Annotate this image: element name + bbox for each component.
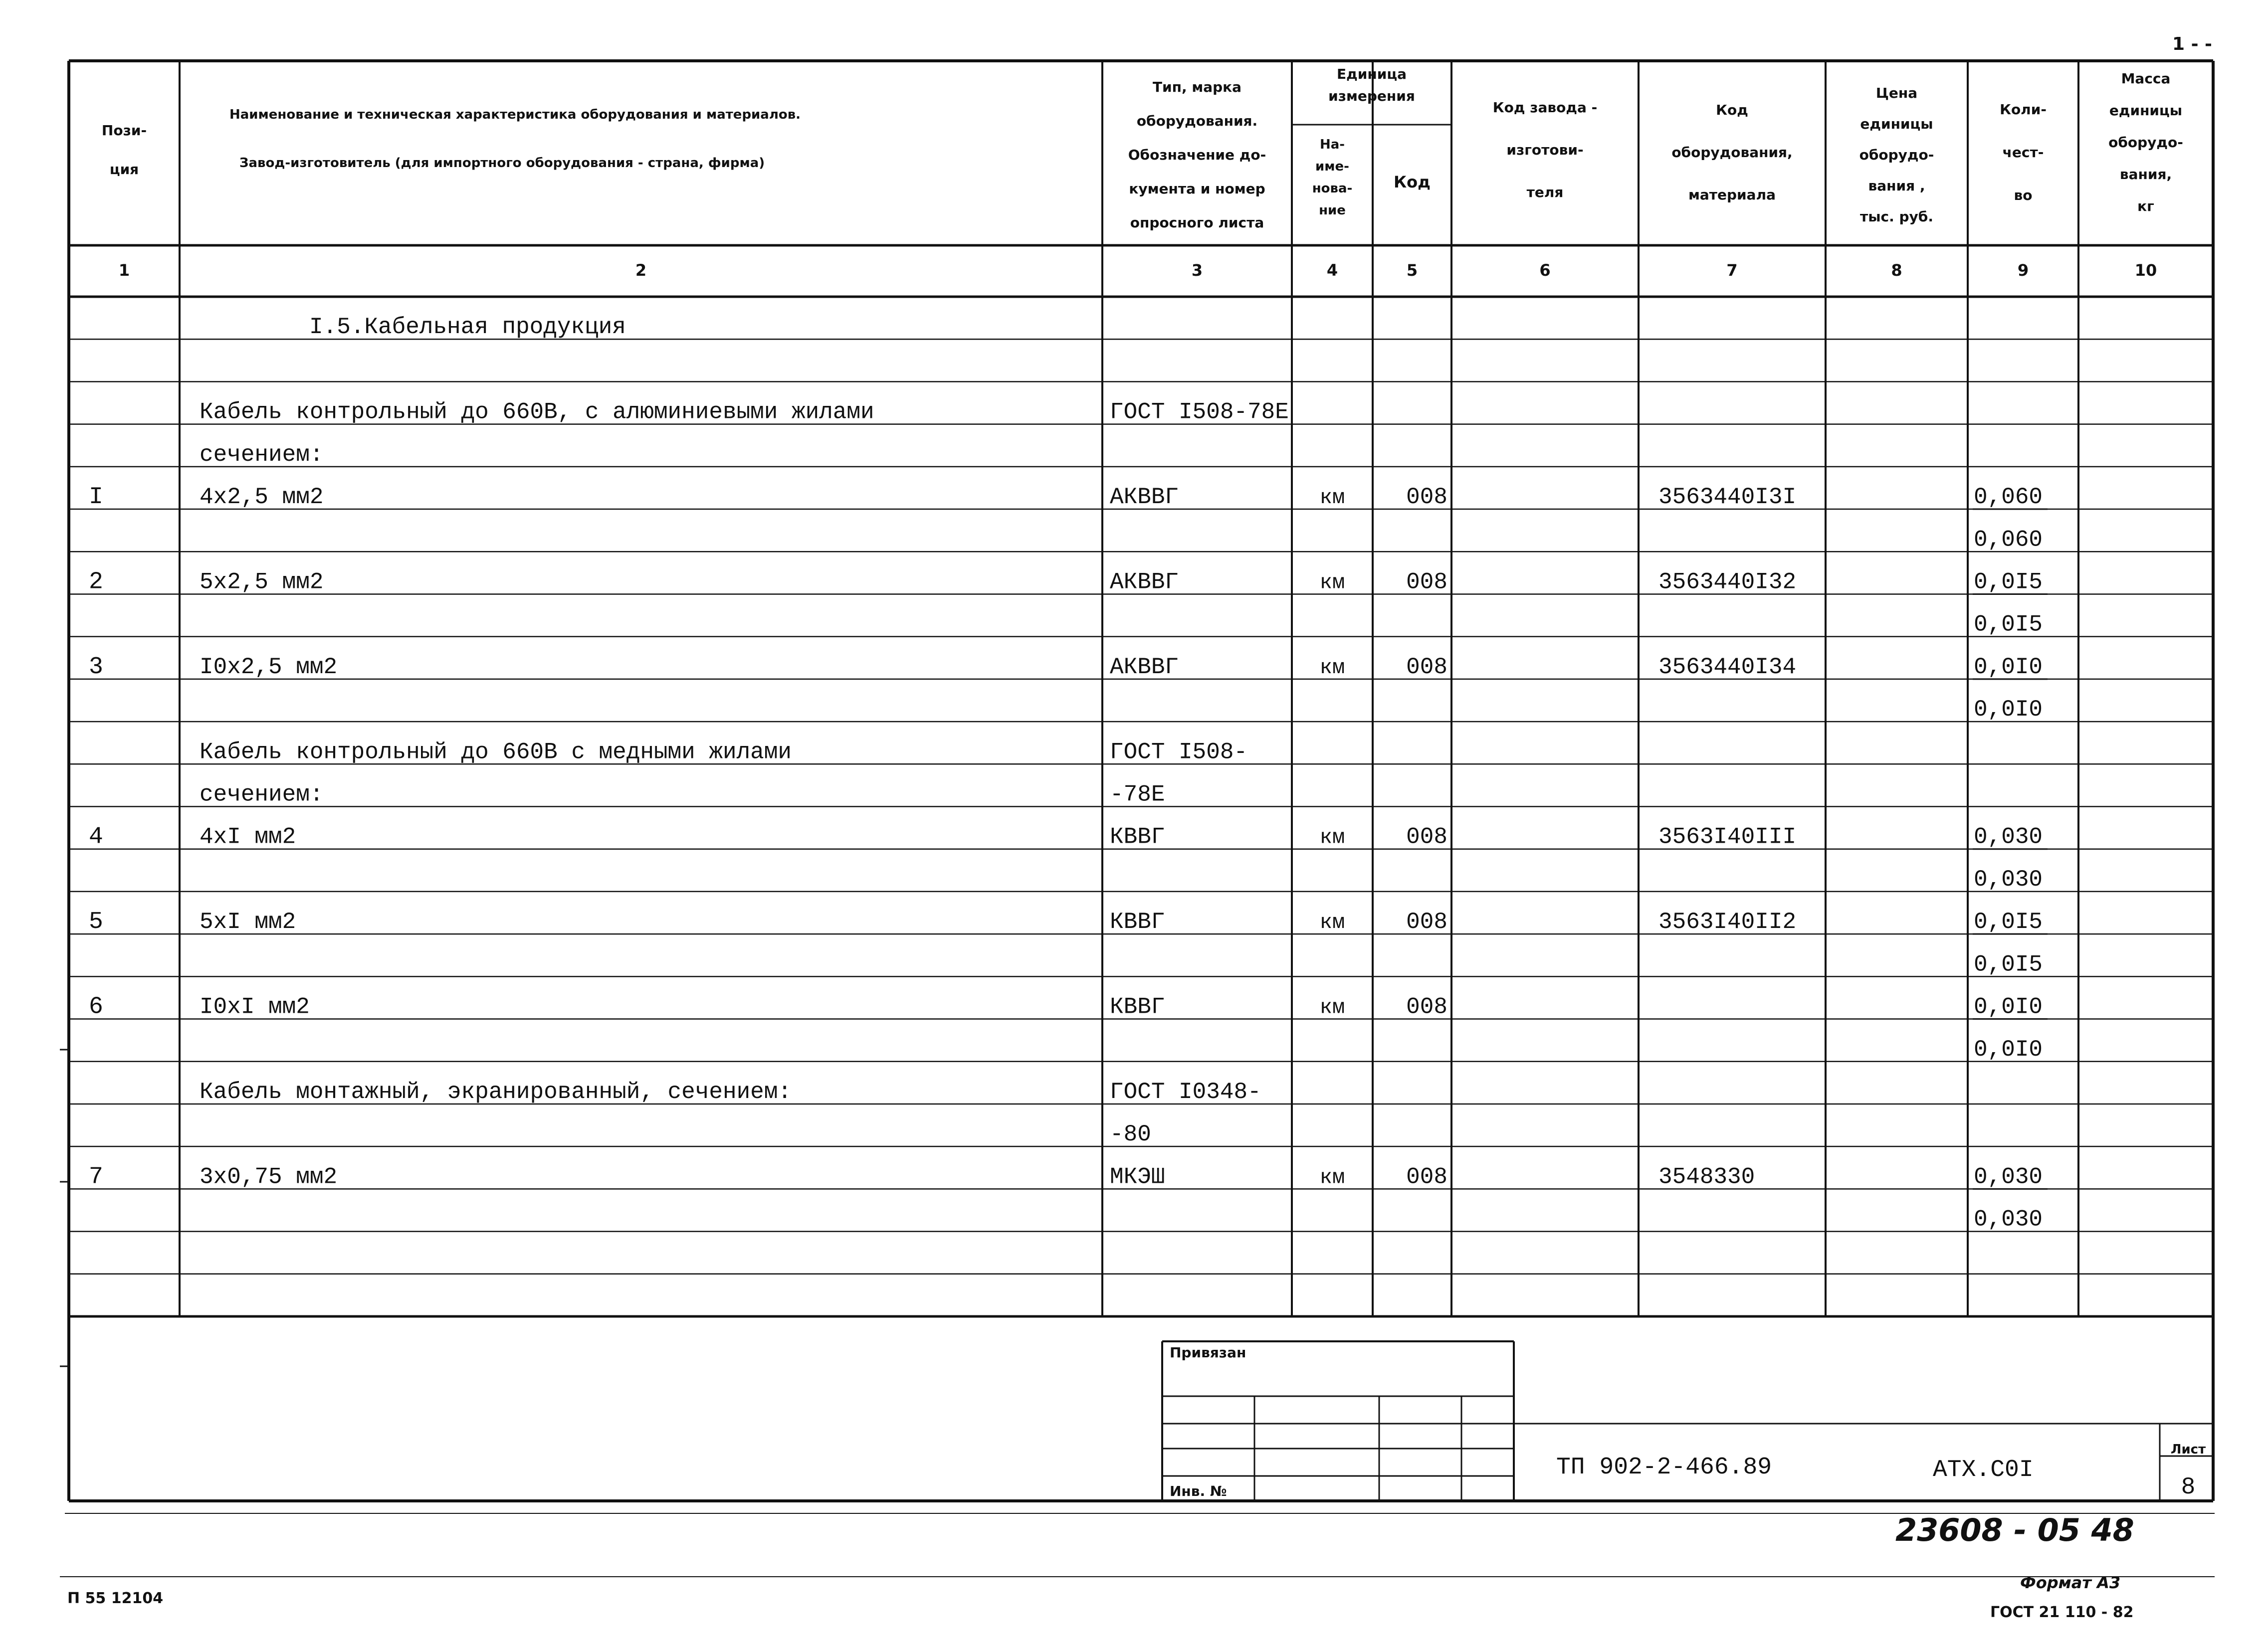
name-cell: I0х2,5 мм2: [200, 654, 338, 680]
equipment-code-cell: 3563I40III: [1658, 824, 1797, 850]
document-code: ТП 902-2-466.89: [1556, 1454, 1772, 1481]
quantity-cell: 0,0I5: [1974, 611, 2043, 638]
header-col4-line: име-: [1315, 159, 1349, 175]
column-number: 9: [2017, 261, 2029, 280]
column-number: 5: [1406, 261, 1418, 280]
inventory-number-label: Инв. №: [1170, 1483, 1227, 1499]
quantity-cell: 0,060: [1974, 484, 2043, 511]
header-col10-line: вания,: [2119, 166, 2172, 183]
type-cell: АКВВГ: [1110, 484, 1179, 511]
handwritten-archive-number: 23608 - 05 48: [1895, 1512, 2134, 1548]
unit-cell: км: [1319, 1165, 1345, 1190]
header-col7-line: оборудования,: [1671, 144, 1793, 161]
equipment-code-cell: 3563440I34: [1658, 654, 1797, 680]
header-col6-line: Код завода -: [1492, 99, 1598, 116]
table-body: [89, 314, 2048, 1232]
column-number: 4: [1326, 261, 1338, 280]
format-label: Формат А3: [2020, 1573, 2121, 1592]
header-unit_group-line: измерения: [1328, 87, 1415, 104]
column-number: 3: [1191, 261, 1203, 280]
header-col7-line: Код: [1716, 101, 1748, 118]
name-cell: I0хI мм2: [200, 994, 310, 1020]
name-cell: I.5.Кабельная продукция: [309, 314, 626, 341]
header-col10-line: единицы: [2109, 102, 2183, 119]
header-col9-line: Коли-: [2000, 101, 2047, 118]
equipment-code-cell: 3563440I32: [1658, 569, 1797, 595]
column-number-row: [119, 261, 2157, 280]
title-block: [1162, 1341, 2213, 1501]
name-cell: сечением:: [200, 441, 324, 468]
unit-cell: км: [1319, 486, 1345, 510]
type-cell: КВВГ: [1110, 994, 1165, 1020]
position-cell: I: [89, 484, 103, 511]
unit-cell: км: [1319, 570, 1345, 595]
header-col7-line: материала: [1688, 186, 1776, 203]
quantity-cell: 0,030: [1974, 866, 2043, 893]
bottom-left-code: П 55 12104: [67, 1590, 164, 1607]
type-cell: АКВВГ: [1110, 654, 1179, 680]
quantity-cell: 0,0I0: [1974, 697, 2043, 723]
unit-code-cell: 008: [1406, 654, 1447, 680]
unit-code-cell: 008: [1406, 824, 1447, 850]
sheet-number: 8: [2181, 1474, 2196, 1501]
name-cell: 3х0,75 мм2: [200, 1164, 338, 1190]
header-col4-line: На-: [1319, 137, 1345, 153]
header-col10-line: кг: [2137, 197, 2154, 214]
quantity-cell: 0,0I5: [1974, 951, 2043, 978]
name-cell: 4х2,5 мм2: [200, 484, 324, 511]
attached-label: Привязан: [1170, 1344, 1246, 1361]
type-cell: -80: [1110, 1121, 1151, 1148]
quantity-cell: 0,030: [1974, 824, 2043, 850]
gost-label: ГОСТ 21 110 - 82: [1990, 1604, 2134, 1621]
column-number: 2: [635, 261, 647, 280]
header-col10-line: оборудо-: [2108, 134, 2183, 151]
column-number: 7: [1726, 261, 1738, 280]
column-number: 10: [2134, 261, 2157, 280]
unit-code-cell: 008: [1406, 569, 1447, 595]
unit-code-cell: 008: [1406, 1164, 1447, 1190]
table-grid: [60, 61, 2215, 1577]
quantity-cell: 0,0I5: [1974, 569, 2043, 595]
quantity-cell: 0,060: [1974, 527, 2043, 553]
type-cell: ГОСТ I508-78Е: [1110, 399, 1289, 425]
position-cell: 3: [89, 653, 103, 681]
header-col8-line: Цена: [1875, 84, 1918, 101]
table-header: [102, 66, 2183, 231]
name-cell: Кабель контрольный до 660В, с алюминиевыми жилами: [200, 399, 874, 425]
position-cell: 7: [89, 1163, 103, 1191]
position-cell: 6: [89, 993, 103, 1021]
position-cell: 5: [89, 909, 103, 936]
header-col8-line: тыс. руб.: [1859, 208, 1934, 225]
position-cell: 4: [89, 823, 103, 851]
header-col2-line: Завод-изготовитель (для импортного оборудования - страна, фирма): [239, 156, 765, 171]
header-col2-line: Наименование и техническая характеристика оборудования и материалов.: [229, 107, 801, 122]
unit-code-cell: 008: [1406, 484, 1447, 511]
name-cell: сечением:: [200, 781, 324, 808]
header-unit_group-line: Единица: [1337, 65, 1407, 82]
column-number: 1: [118, 261, 130, 280]
equipment-code-cell: 3548330: [1658, 1164, 1755, 1190]
column-number: 6: [1539, 261, 1551, 280]
header-col1-line: ция: [109, 161, 139, 178]
set-code: АТХ.С0I: [1933, 1457, 2034, 1483]
sheet-label: Лист: [2170, 1442, 2206, 1457]
unit-cell: км: [1319, 995, 1345, 1020]
header-col1-line: Пози-: [101, 122, 147, 139]
header-col6-line: изготови-: [1506, 141, 1584, 158]
type-cell: ГОСТ I0348-: [1110, 1079, 1261, 1105]
header-col3-line: Тип, марка: [1152, 78, 1242, 95]
equipment-code-cell: 3563I40II2: [1658, 909, 1797, 935]
type-cell: КВВГ: [1110, 909, 1165, 935]
header-col8-line: оборудо-: [1859, 146, 1934, 163]
header-col3-line: Обозначение до-: [1128, 146, 1266, 163]
quantity-cell: 0,030: [1974, 1206, 2043, 1233]
type-cell: АКВВГ: [1110, 569, 1179, 595]
name-cell: 5хI мм2: [200, 909, 296, 935]
name-cell: 4хI мм2: [200, 824, 296, 850]
quantity-cell: 0,0I0: [1974, 654, 2043, 680]
header-col3-line: оборудования.: [1136, 112, 1258, 129]
unit-cell: км: [1319, 911, 1345, 935]
header-col9-line: во: [2014, 186, 2033, 203]
unit-cell: км: [1319, 825, 1345, 850]
header-col8-line: вания ,: [1868, 177, 1925, 194]
name-cell: Кабель монтажный, экранированный, сечением:: [200, 1079, 792, 1105]
type-cell: МКЭШ: [1110, 1164, 1165, 1190]
type-cell: -78Е: [1110, 781, 1165, 808]
header-col5-line: Код: [1394, 173, 1431, 192]
quantity-cell: 0,0I0: [1974, 1036, 2043, 1063]
quantity-cell: 0,0I5: [1974, 909, 2043, 935]
name-cell: Кабель контрольный до 660В с медными жилами: [200, 739, 792, 765]
header-col10-line: Масса: [2121, 70, 2171, 87]
header-col6-line: теля: [1526, 183, 1564, 200]
unit-code-cell: 008: [1406, 909, 1447, 935]
position-cell: 2: [89, 568, 103, 596]
type-cell: КВВГ: [1110, 824, 1165, 850]
column-number: 8: [1891, 261, 1902, 280]
header-col9-line: чест-: [2002, 144, 2044, 161]
name-cell: 5х2,5 мм2: [200, 569, 324, 595]
unit-code-cell: 008: [1406, 994, 1447, 1020]
corner-mark: 1 - -: [2172, 34, 2212, 54]
equipment-code-cell: 3563440I3I: [1658, 484, 1797, 511]
header-col3-line: кумента и номер: [1129, 180, 1265, 197]
header-col4-line: нова-: [1312, 181, 1353, 196]
quantity-cell: 0,030: [1974, 1164, 2043, 1190]
header-col8-line: единицы: [1860, 115, 1933, 132]
quantity-cell: 0,0I0: [1974, 994, 2043, 1020]
unit-cell: км: [1319, 655, 1345, 680]
header-col3-line: опросного листа: [1130, 214, 1264, 231]
type-cell: ГОСТ I508-: [1110, 739, 1248, 765]
header-col4-line: ние: [1319, 203, 1346, 218]
